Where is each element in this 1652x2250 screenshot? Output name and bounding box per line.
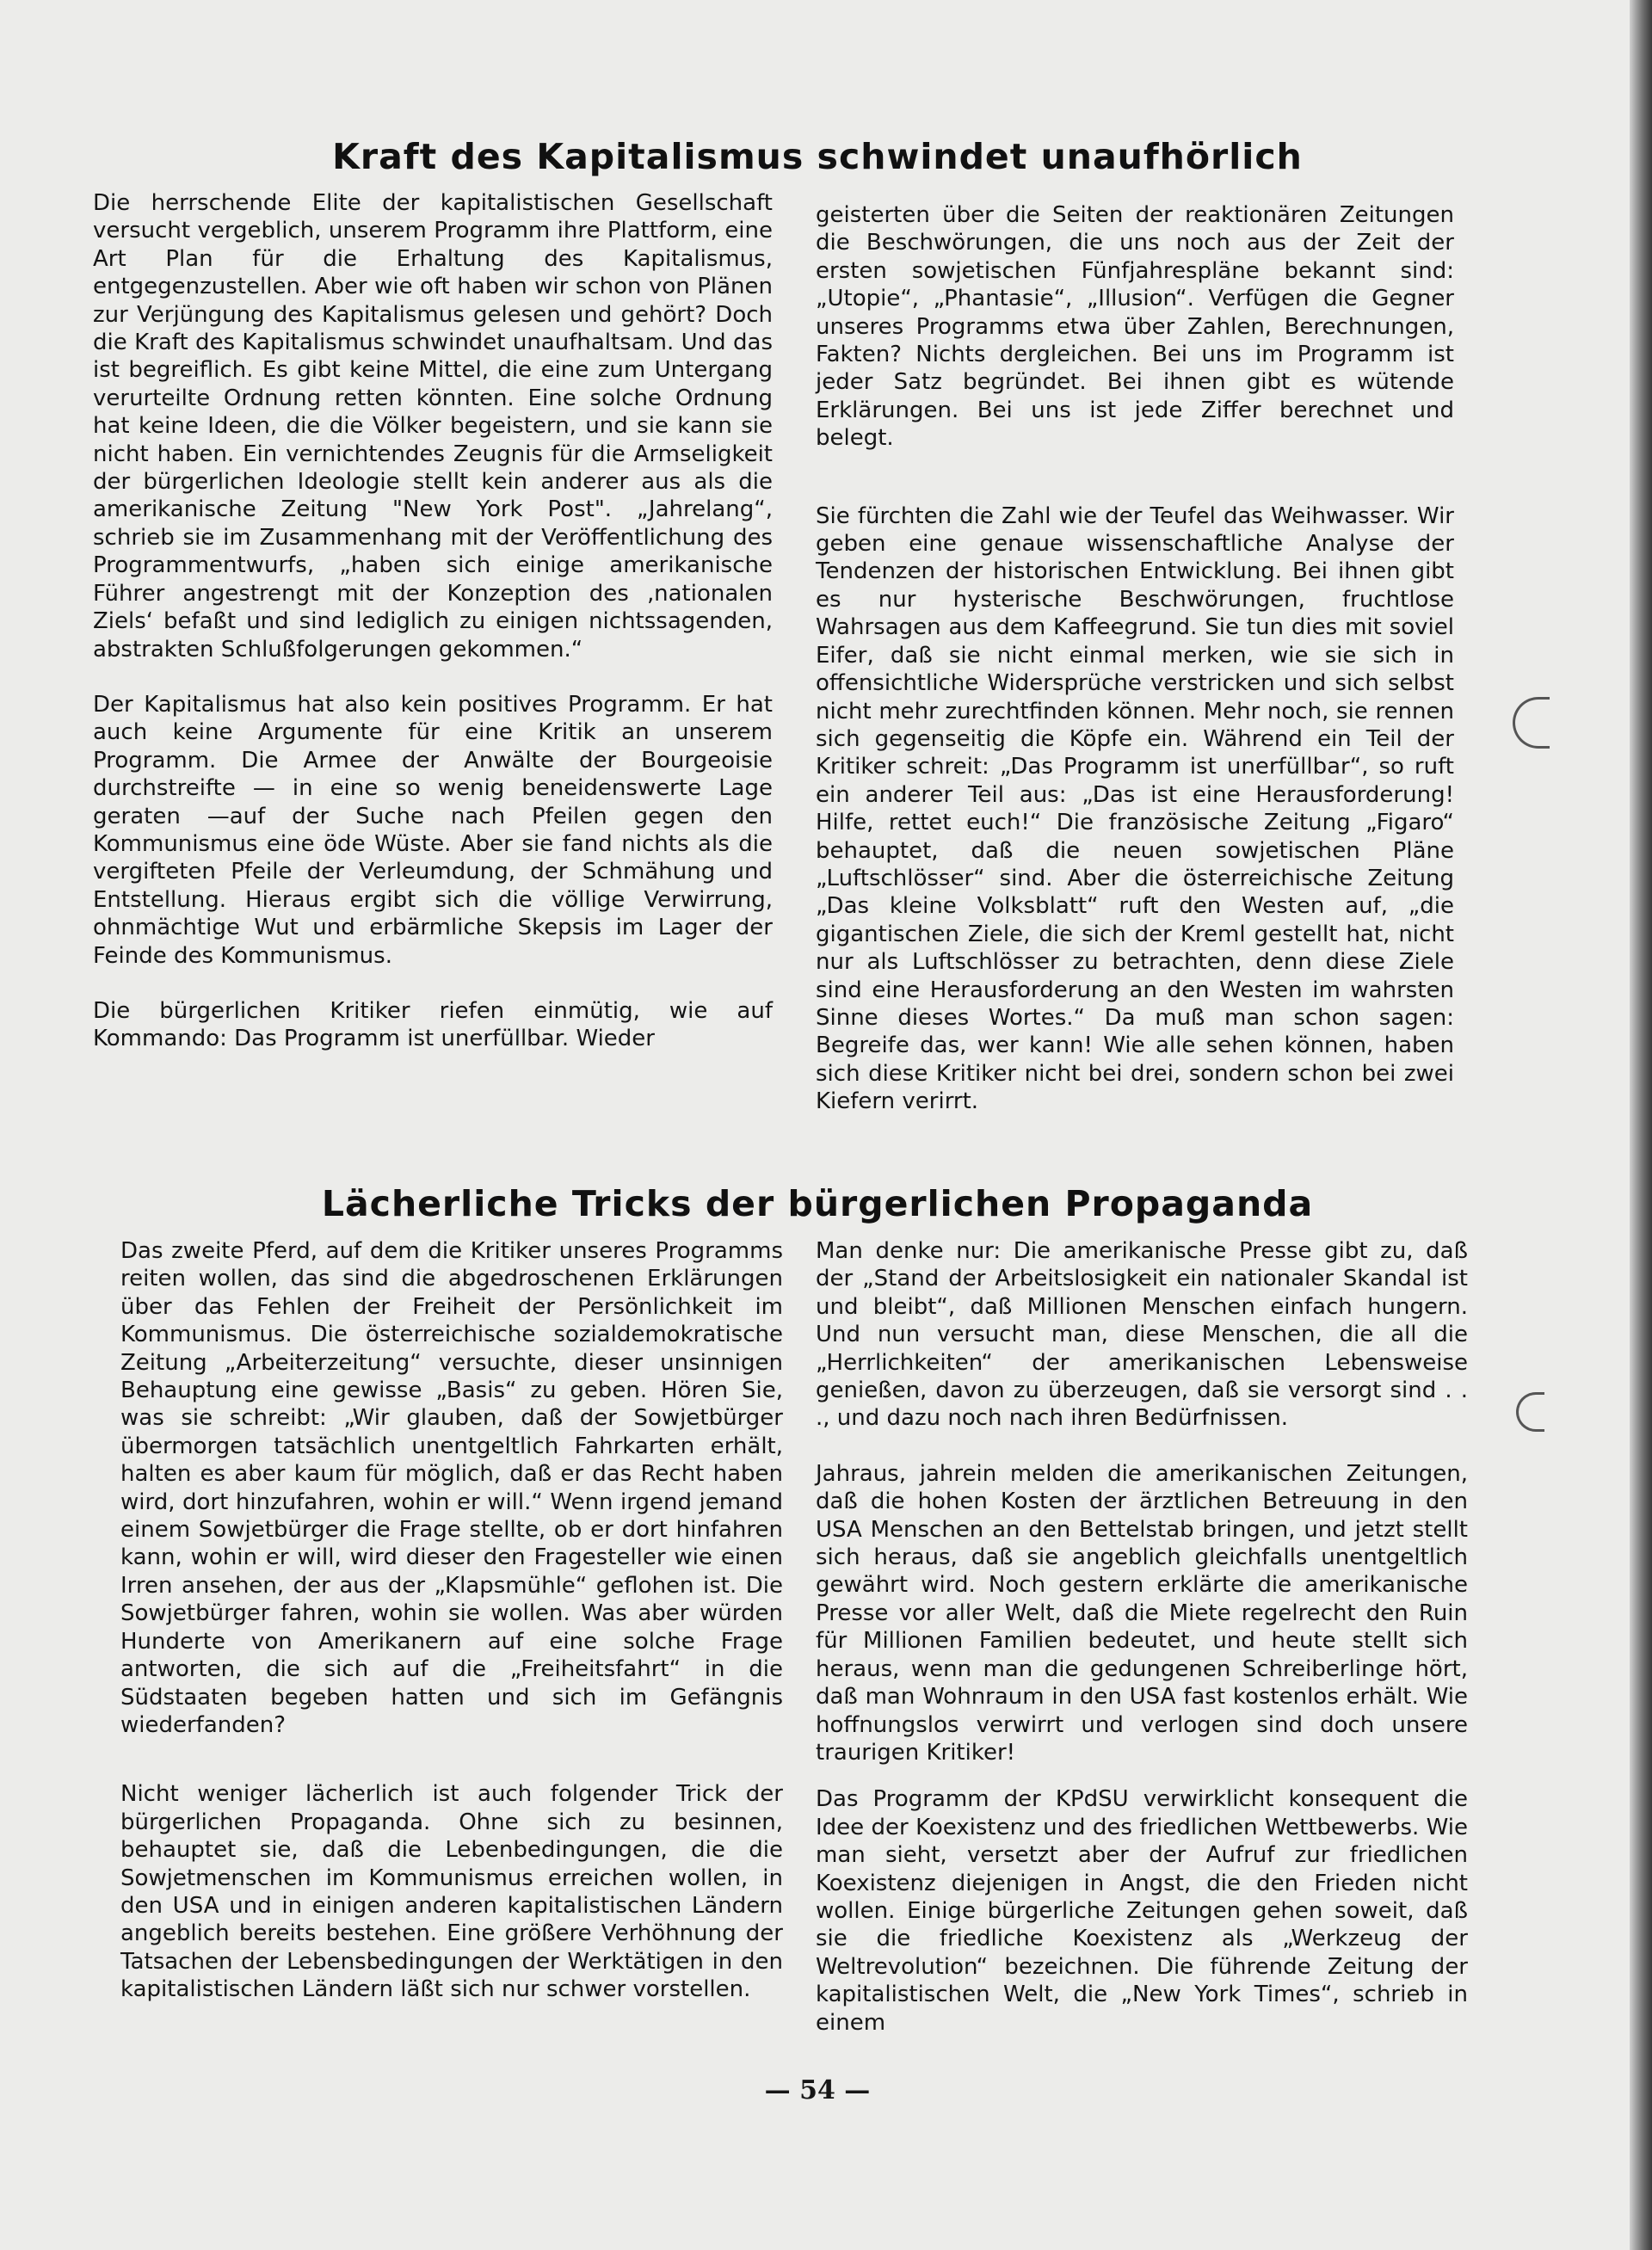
article-2-paragraph: Man denke nur: Die amerikanische Presse gibt zu, daß der „Stand der Arbeitslosigkeit ein nationaler Skandal ist und bleibt“, daß Millionen Menschen einfach hungern. Und nun versucht man, diese Menschen, die all die „Herrlichkeiten“ der amerikanischen Lebensweise genießen, davon zu überzeugen, daß sie versorgt sind . . ., und dazu noch nach ihren Bedürfnissen.	[816, 1238, 1468, 1432]
margin-mark	[1513, 697, 1550, 749]
article-2-paragraph: Das Programm der KPdSU verwirklicht konsequent die Idee der Koexistenz und des friedlichen Wettbewerbs. Wie man sieht, versetzt aber der Aufruf zur friedlichen Koexistenz diejenigen in Angst, die den Frieden nicht wollen. Einige bürgerliche Zeitungen gehen soweit, daß sie die friedliche Koexistenz als „Werkzeug der Weltrevolution“ bezeichnen. Die führende Zeitung der kapitalistischen Welt, die „New York Times“, schrieb in einem	[816, 1786, 1468, 2036]
article-1-paragraph: Sie fürchten die Zahl wie der Teufel das Weihwasser. Wir geben eine genaue wissenschaftliche Analyse der Tendenzen der historischen Entwicklung. Bei ihnen gibt es nur hysterische Beschwörungen, fruchtlose Wahrsagen aus dem Kaffeegrund. Sie tun dies mit soviel Eifer, daß sie nicht einmal merken, wie sie sich in offensichtliche Widersprüche verstricken und sich selbst nicht mehr zurechtfinden können. Mehr noch, sie rennen sich gegenseitig die Köpfe ein. Während ein Teil der Kritiker schreit: „Das Programm ist unerfüllbar“, so ruft ein anderer Teil aus: „Das ist eine Herausforderung! Hilfe, rettet euch!“ Die französische Zeitung „Figaro“ behauptet, daß die neuen sowjetischen Pläne „Luftschlösser“ sind. Aber die österreichische Zeitung „Das kleine Volksblatt“ ruft den Westen auf, „die gigantischen Ziele, die sich der Kreml gestellt hat, nicht nur als Luftschlösser zu betrachten, denn diese Ziele sind eine Herausforderung an den Westen im wahrsten Sinne dieses Wortes.“ Da muß man schon sagen: Begreife das, wer kann! Wie alle sehen können, haben sich diese Kritiker nicht bei drei, sondern schon bei zwei Kiefern verirrt.	[816, 502, 1454, 1115]
article-1-paragraph: Der Kapitalismus hat also kein positives Programm. Er hat auch keine Argumente für eine Kritik an unserem Programm. Die Armee der Anwälte der Bourgeoisie durchstreifte — in eine so wenig beneidenswerte Lage geraten —auf der Suche nach Pfeilen gegen den Kommunismus eine öde Wüste. Aber sie fand nichts als die vergifteten Pfeile der Verleumdung, der Schmähung und Entstellung. Hieraus ergibt sich die völlige Verwirrung, ohnmächtige Wut und erbärmliche Skepsis im Lager der Feinde des Kommunismus.	[93, 691, 773, 969]
article-2-paragraph: Jahraus, jahrein melden die amerikanischen Zeitungen, daß die hohen Kosten der ärztlichen Betreuung in den USA Menschen an den Bettelstab bringen, und jetzt stellt sich heraus, daß sie angeblich gleichfalls unentgeltlich gewährt wird. Noch gestern erklärte die amerikanische Presse vor aller Welt, daß die Miete regelrecht den Ruin für Millionen Familien bedeutet, und heute stellt sich heraus, wenn man die gedungenen Schreiberlinge hört, daß man Wohnraum in den USA fast kostenlos erhält. Wie hoffnungslos verwirrt und verlogen sind doch unsere traurigen Kritiker!	[816, 1460, 1468, 1766]
article-1-paragraph: Die herrschende Elite der kapitalistischen Gesellschaft versucht vergeblich, unserem Programm ihre Plattform, eine Art Plan für die Erhaltung des Kapitalismus, entgegenzustellen. Aber wie oft haben wir schon von Plänen zur Verjüngung des Kapitalismus gelesen und gehört? Doch die Kraft des Kapitalismus schwindet unaufhaltsam. Und das ist begreiflich. Es gibt keine Mittel, die eine zum Untergang verurteilte Ordnung retten könnten. Eine solche Ordnung hat keine Ideen, die die Völker begeistern, und sie kann sie nicht haben. Ein vernichtendes Zeugnis für die Armseligkeit der bürgerlichen Ideologie stellt kein anderer aus als die amerikanische Zeitung "New York Post". „Jahrelang“, schrieb sie im Zusammenhang mit der Veröffentlichung des Programmentwurfs, „haben sich einige amerikanische Führer angestrengt mit der Konzeption des ‚nationalen Ziels‘ befaßt und sind lediglich zu einigen nichtssagenden, abstrakten Schlußfolgerungen gekommen.“	[93, 190, 773, 663]
article-1-paragraph: geisterten über die Seiten der reaktionären Zeitungen die Beschwörungen, die uns noch aus der Zeit der ersten sowjetischen Fünfjahrespläne bekannt sind: „Utopie“, „Phantasie“, „Illusion“. Verfügen die Gegner unseres Programms etwa über Zahlen, Berechnungen, Fakten? Nichts dergleichen. Bei uns im Programm ist jeder Satz begründet. Bei ihnen gibt es wütende Erklärungen. Bei uns ist jede Ziffer berechnet und belegt.	[816, 202, 1454, 452]
page-number: — 54 —	[764, 2075, 871, 2105]
article-2-paragraph: Nicht weniger lächerlich ist auch folgender Trick der bürgerlichen Propaganda. Ohne sich zu besinnen, behauptet sie, daß die Lebenbedingungen, die die Sowjetmenschen im Kommunismus erreichen wollen, in den USA und in einigen anderen kapitalistischen Ländern angeblich bereits bestehen. Eine größere Verhöhnung der Tatsachen der Lebensbedingungen der Werktätigen in den kapitalistischen Ländern läßt sich nur schwer vorstellen.	[120, 1781, 783, 2003]
article-1-right-column	[816, 201, 1454, 1116]
page-edge-shadow	[1630, 0, 1652, 2250]
article-2-paragraph: Das zweite Pferd, auf dem die Kritiker unseres Programms reiten wollen, das sind die abgedroschenen Erklärungen über das Fehlen der Freiheit der Persönlichkeit im Kommunismus. Die österreichische sozialdemokratische Zeitung „Arbeiterzeitung“ versuchte, dieser unsinnigen Behauptung eine gewisse „Basis“ zu geben. Hören Sie, was sie schreibt: „Wir glauben, daß der Sowjetbürger übermorgen tatsächlich unentgeltlich Fahrkarten erhält, halten es aber kaum für möglich, daß er das Recht haben wird, dort hinzufahren, wohin er will.“ Wenn irgend jemand einem Sowjetbürger die Frage stellte, ob er dort hinfahren kann, wohin er will, wird dieser den Fragesteller wie einen Irren ansehen, der aus der „Klapsmühle“ geflohen ist. Die Sowjetbürger fahren, wohin sie wollen. Was aber würden Hunderte von Amerikanern auf eine solche Frage antworten, die sich auf die „Freiheitsfahrt“ in die Südstaaten begeben hatten und sich im Gefängnis wiederfanden?	[120, 1238, 783, 1738]
article-1-left-column	[93, 189, 773, 1053]
margin-mark	[1516, 1392, 1544, 1432]
article-2-right-column	[816, 1237, 1468, 2037]
article-2-left-column	[120, 1237, 783, 2004]
article-2-title: Lächerliche Tricks der bürgerlichen Propaganda	[321, 1183, 1314, 1224]
article-1-title: Kraft des Kapitalismus schwindet unaufhörlich	[332, 136, 1303, 177]
article-1-paragraph: Die bürgerlichen Kritiker riefen einmütig, wie auf Kommando: Das Programm ist unerfüllbar. Wieder	[93, 997, 773, 1052]
